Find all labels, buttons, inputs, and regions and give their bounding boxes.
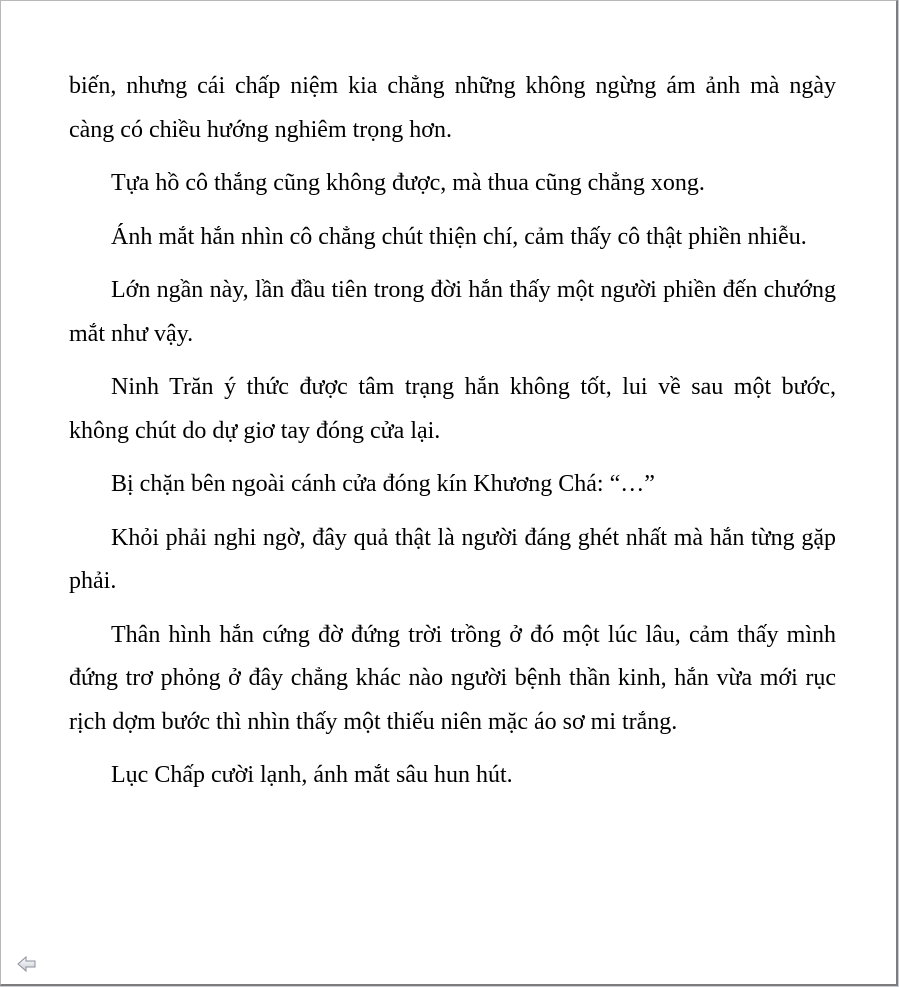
paragraph: Lớn ngần này, lần đầu tiên trong đời hắn thấy một người phiền đến chướng mắt như vậy. [69,277,836,347]
back-arrow-icon-graphic [17,955,37,973]
paragraph: Thân hình hắn cứng đờ đứng trời trồng ở đó một lúc lâu, cảm thấy mình đứng trơ phỏng ở đây chẳng khác nào người bệnh thần kinh, hắn vừa mới rục rịch dợm bước thì nhìn thấy một thiếu niên mặc áo sơ mi trắng. [69,621,836,735]
back-arrow-icon[interactable] [17,955,37,973]
paragraph: Ánh mắt hắn nhìn cô chẳng chút thiện chí, cảm thấy cô thật phiền nhiễu. [111,223,807,250]
document-body [69,65,836,808]
paragraph: Khỏi phải nghi ngờ, đây quả thật là người đáng ghét nhất mà hắn từng gặp phải. [69,524,836,594]
paragraph: Ninh Trăn ý thức được tâm trạng hắn không tốt, lui về sau một bước, không chút do dự giơ tay đóng cửa lại. [69,374,836,444]
paragraph: Lục Chấp cười lạnh, ánh mắt sâu hun hút. [111,762,513,788]
paragraph: Tựa hồ cô thắng cũng không được, mà thua cũng chẳng xong. [111,170,705,196]
paragraph: Bị chặn bên ngoài cánh cửa đóng kín Khương Chá: “…” [111,471,655,497]
paragraph: biến, nhưng cái chấp niệm kia chẳng những không ngừng ám ảnh mà ngày càng có chiều hướng nghiêm trọng hơn. [69,73,836,143]
